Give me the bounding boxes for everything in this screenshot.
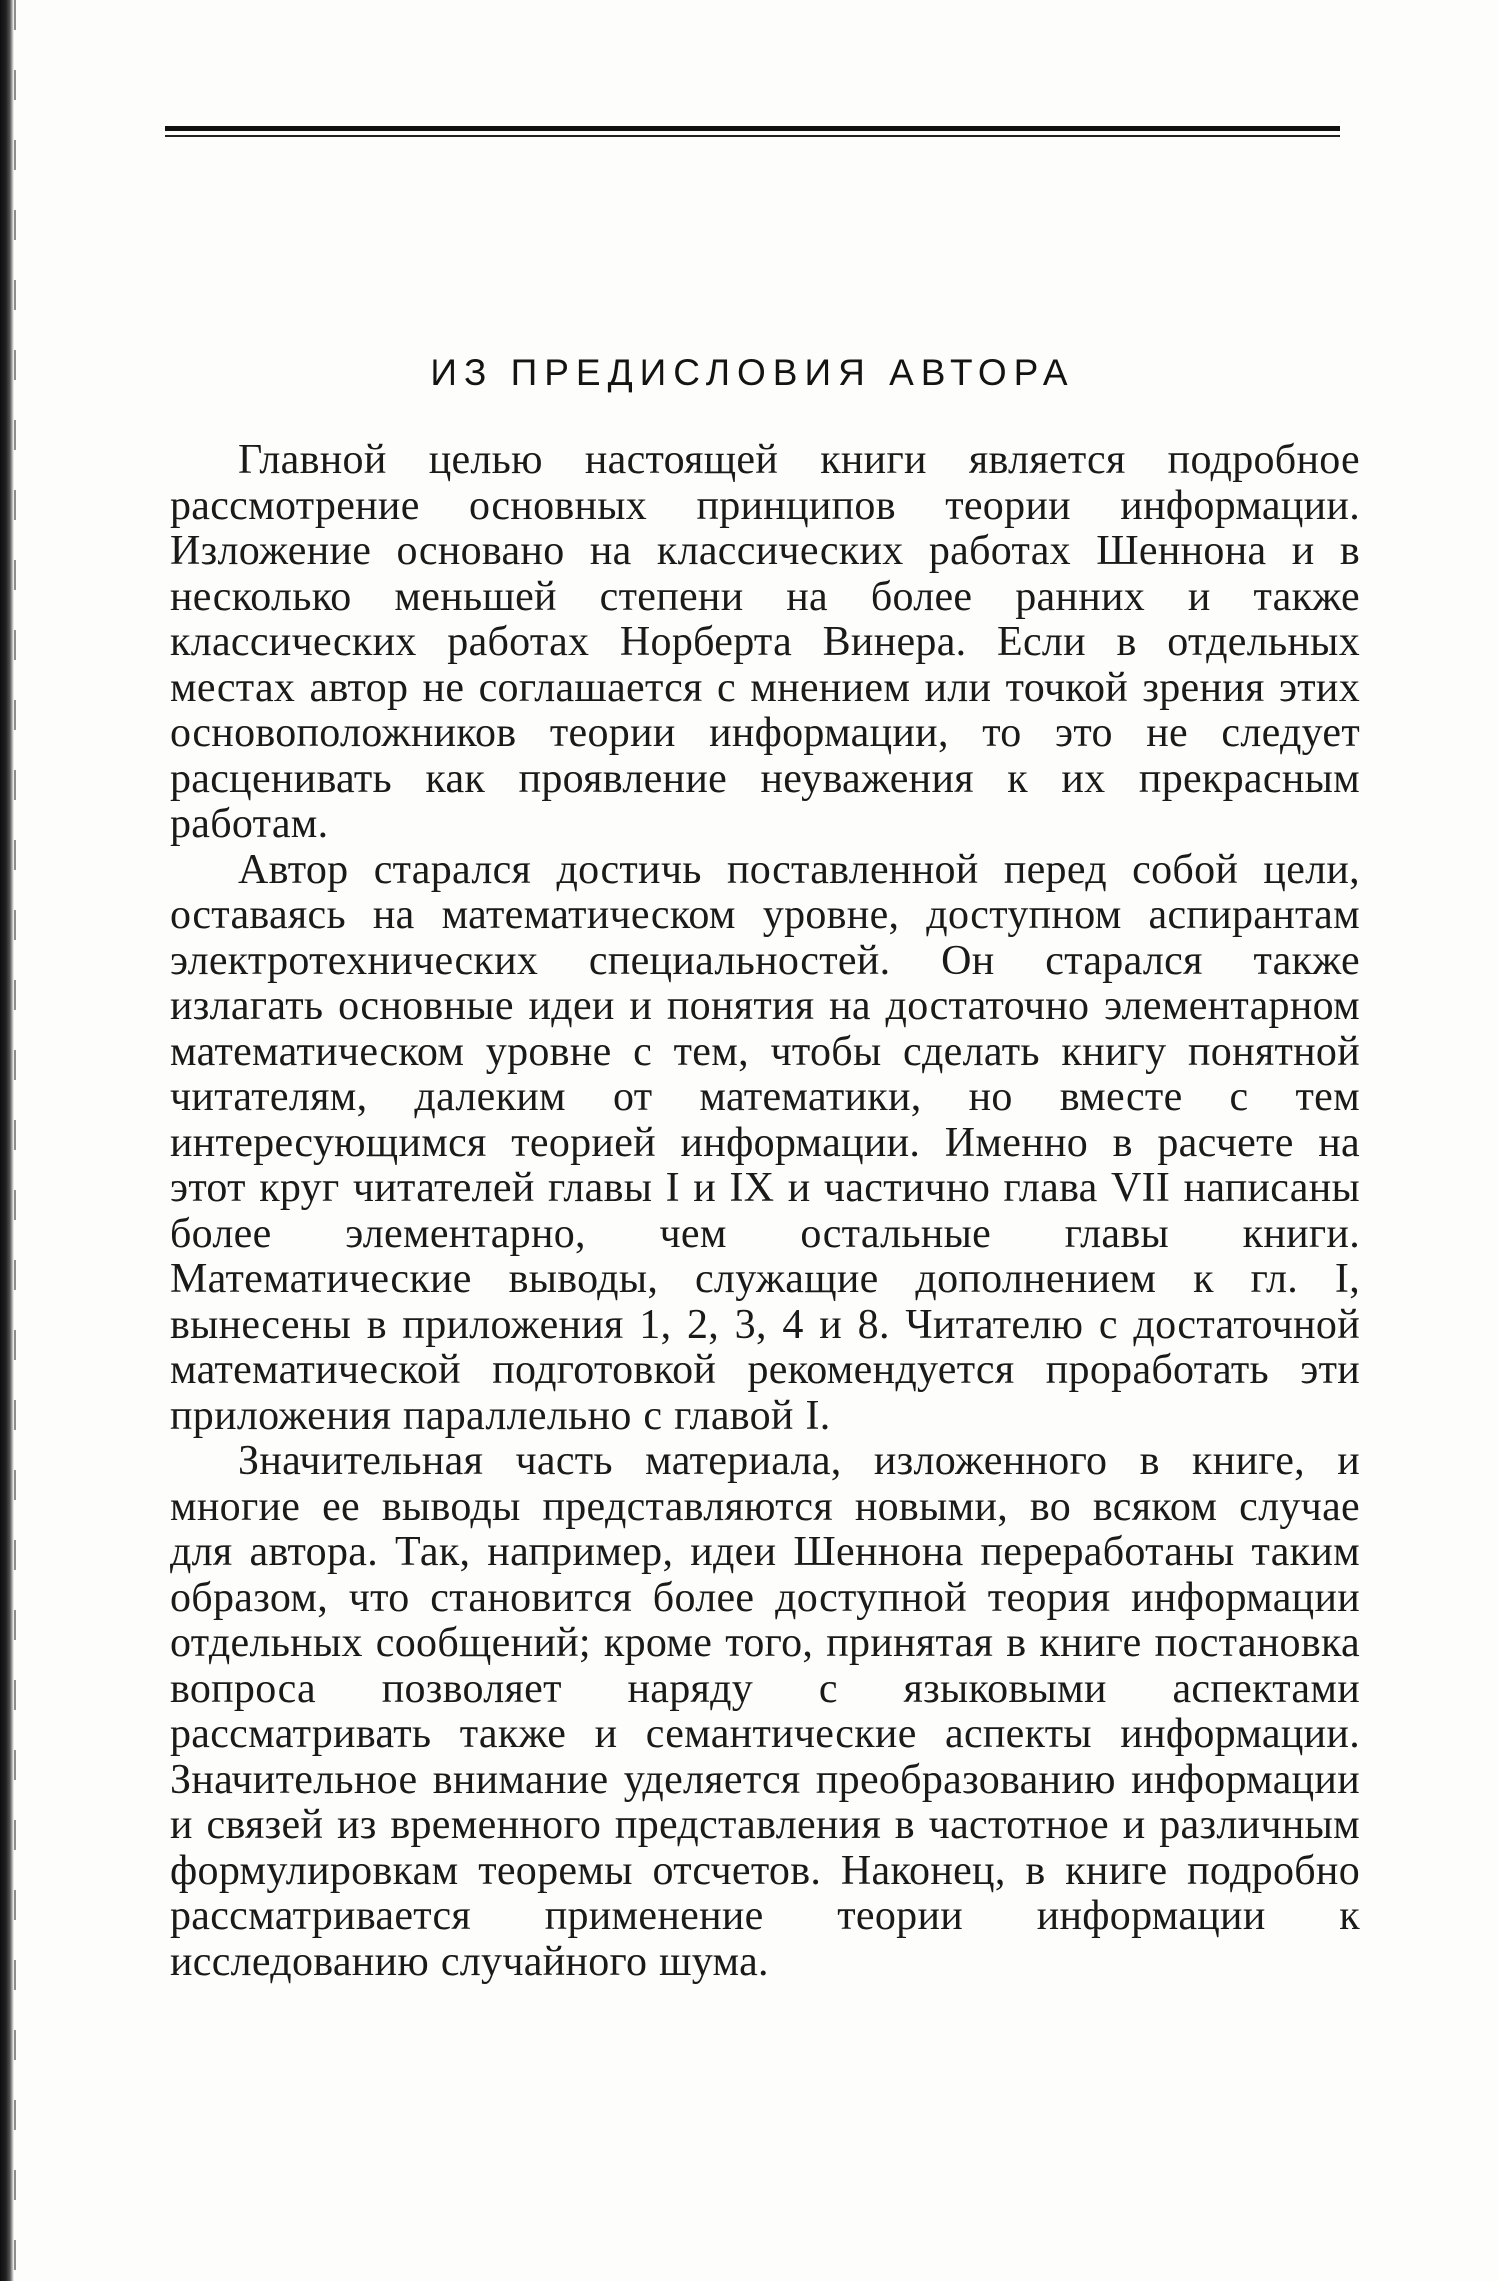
- binding-edge: [0, 0, 14, 2281]
- paragraph-1: Главной целью настоящей книги является подробное рассмотрение основных принципов теории информации. Изложение основано на классических работах Шеннона и в несколько меньшей степени на более ранних и также классических работах Норберта Винера. Если в отдельных местах автор не соглашается с мнением или точкой зрения этих основоположников теории информации, то это не следует расценивать как проявление неуважения к их прекрасным работам.: [170, 437, 1360, 847]
- binding-edge-shadow: [14, 0, 16, 2281]
- top-rule-thin: [165, 135, 1340, 137]
- body-text: [170, 438, 1360, 1985]
- section-title: ИЗ ПРЕДИСЛОВИЯ АВТОРА: [430, 352, 1075, 393]
- paragraph-2: Автор старался достичь поставленной перед собой цели, оставаясь на математическом уровне, доступном аспирантам электротехнических специальностей. Он старался также излагать основные идеи и понятия на достаточно элементарном математическом уровне с тем, чтобы сделать книгу понятной читателям, далеким от математики, но вместе с тем интересующимся теорией информации. Именно в расчете на этот круг читателей главы I и IX и частично глава VII написаны более элементарно, чем остальные главы книги. Математические выводы, служащие дополнением к гл. I, вынесены в приложения 1, 2, 3, 4 и 8. Читателю с достаточной математической подготовкой рекомендуется проработать эти приложения параллельно с главой I.: [170, 846, 1360, 1439]
- paragraph-3: Значительная часть материала, изложенного в книге, и многие ее выводы представляются новыми, во всяком случае для автора. Так, например, идеи Шеннона переработаны таким образом, что становится более доступной теория информации отдельных сообщений; кроме того, принятая в книге постановка вопроса позволяет наряду с языковыми аспектами рассматривать также и семантические аспекты информации. Значительное внимание уделяется преобразованию информации и связей из временного представления в частотное и различным формулировкам теоремы отсчетов. Наконец, в книге подробно рассматривается применение теории информации к исследованию случайного шума.: [170, 1438, 1360, 1985]
- top-rule-thick: [165, 126, 1340, 131]
- top-double-rule: [165, 126, 1340, 140]
